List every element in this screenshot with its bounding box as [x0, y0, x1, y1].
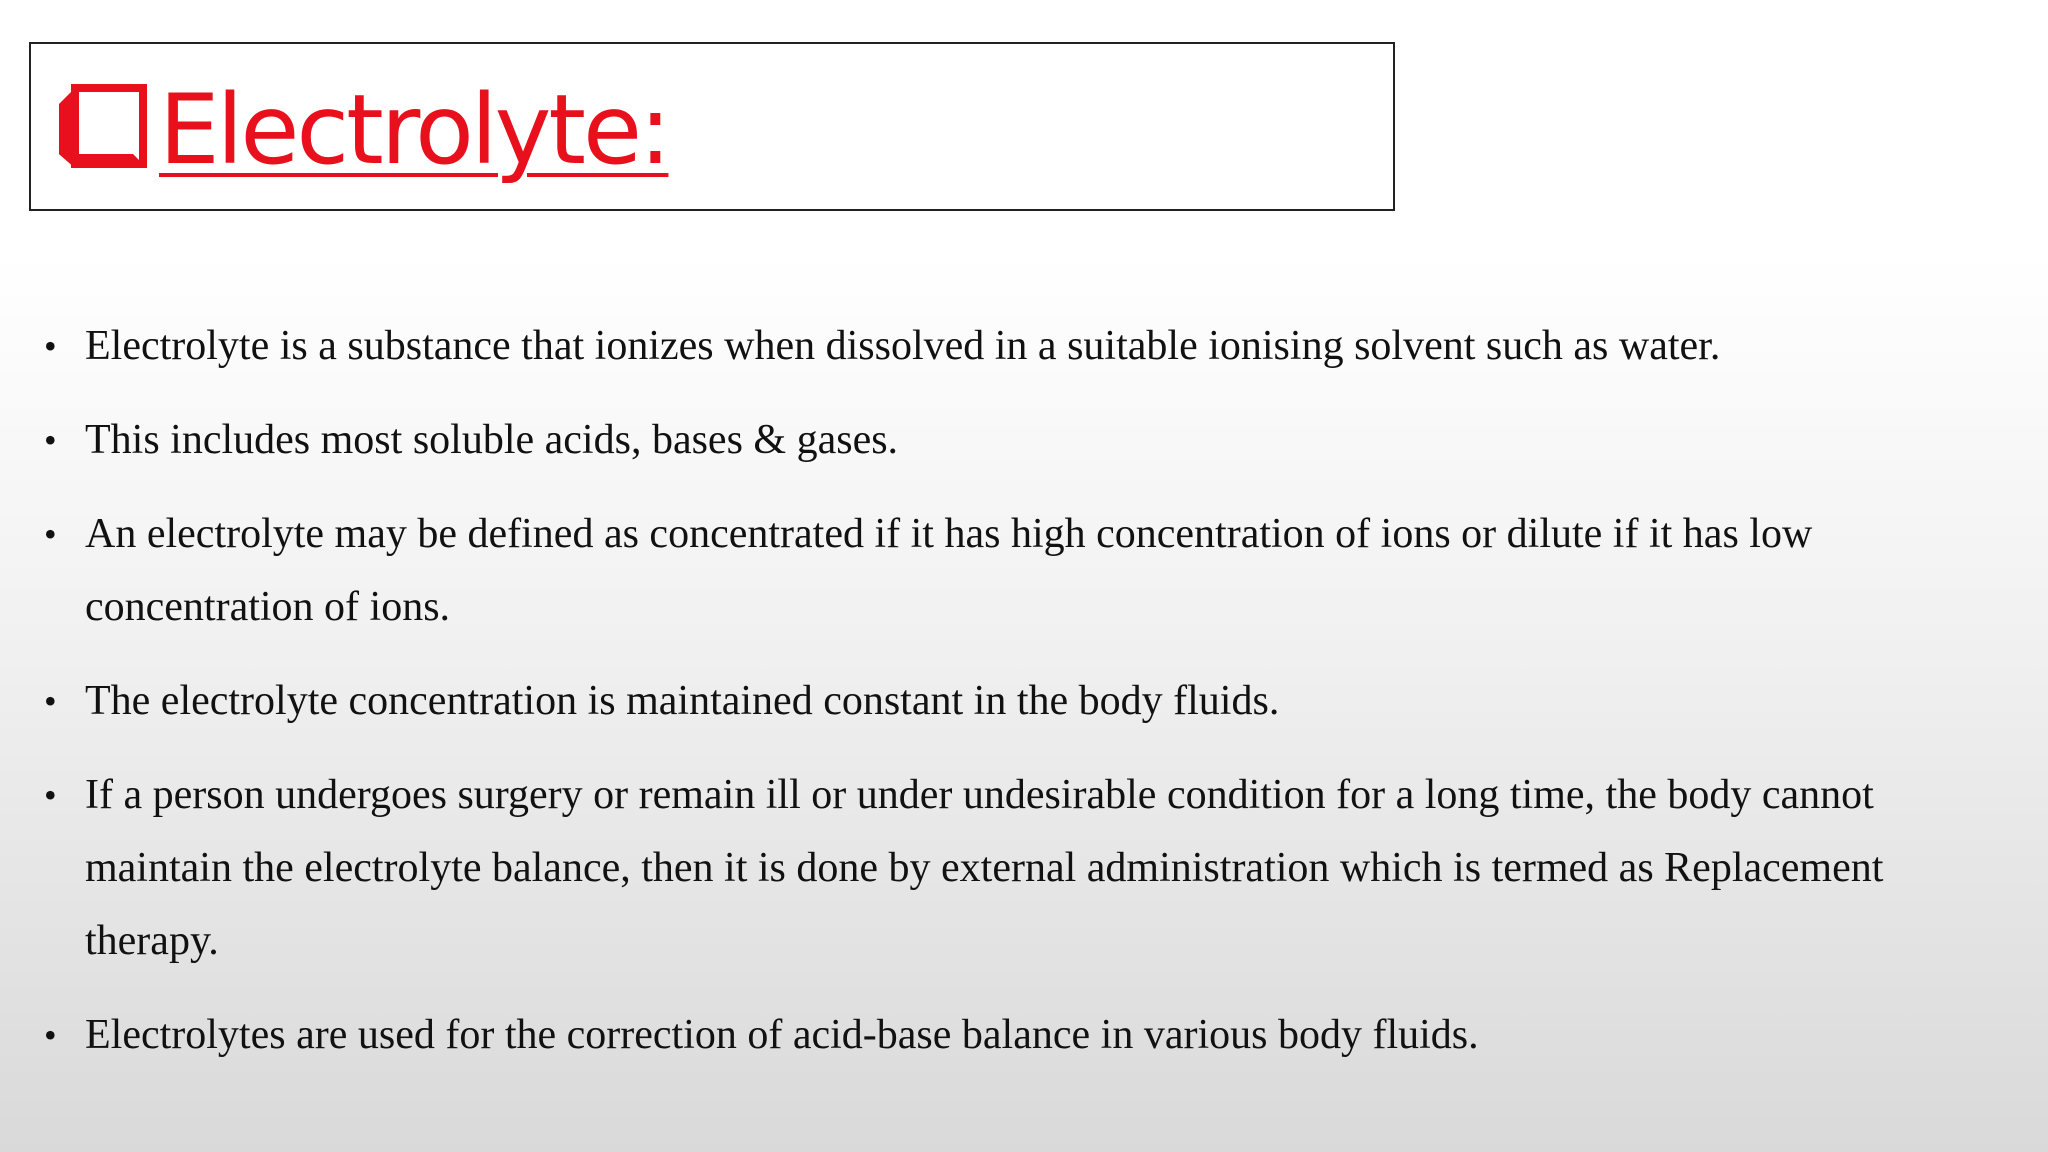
bullet-item	[40, 404, 2000, 477]
bullet-item	[40, 999, 2000, 1072]
slide-title: Electrolyte:	[159, 74, 669, 186]
bullet-dot-icon: •	[44, 1015, 57, 1055]
bullet-list	[40, 310, 2000, 1093]
bullet-text: Electrolyte is a substance that ionizes when dissolved in a suitable ionising solvent such as water.	[85, 323, 1721, 369]
bullet-text: If a person undergoes surgery or remain ill or under undesirable condition for a long time, the body cannot maintain the electrolyte balance, then it is done by external administration which is termed as Replacement therapy.	[85, 772, 1884, 964]
hollow-square-icon	[55, 84, 147, 176]
bullet-dot-icon: •	[44, 420, 57, 460]
bullet-item	[40, 665, 2000, 738]
bullet-item	[40, 498, 2000, 644]
bullet-dot-icon: •	[44, 775, 57, 815]
bullet-item	[40, 759, 2000, 978]
bullet-text: Electrolytes are used for the correction of acid-base balance in various body fluids.	[85, 1012, 1479, 1058]
bullet-dot-icon: •	[44, 514, 57, 554]
bullet-text: An electrolyte may be defined as concentrated if it has high concentration of ions or dilute if it has low concentration of ions.	[85, 511, 1813, 630]
bullet-text: The electrolyte concentration is maintained constant in the body fluids.	[85, 678, 1280, 724]
bullet-item	[40, 310, 2000, 383]
bullet-dot-icon: •	[44, 681, 57, 721]
title-box	[29, 42, 1395, 211]
bullet-text: This includes most soluble acids, bases & gases.	[85, 417, 899, 463]
bullet-dot-icon: •	[44, 326, 57, 366]
